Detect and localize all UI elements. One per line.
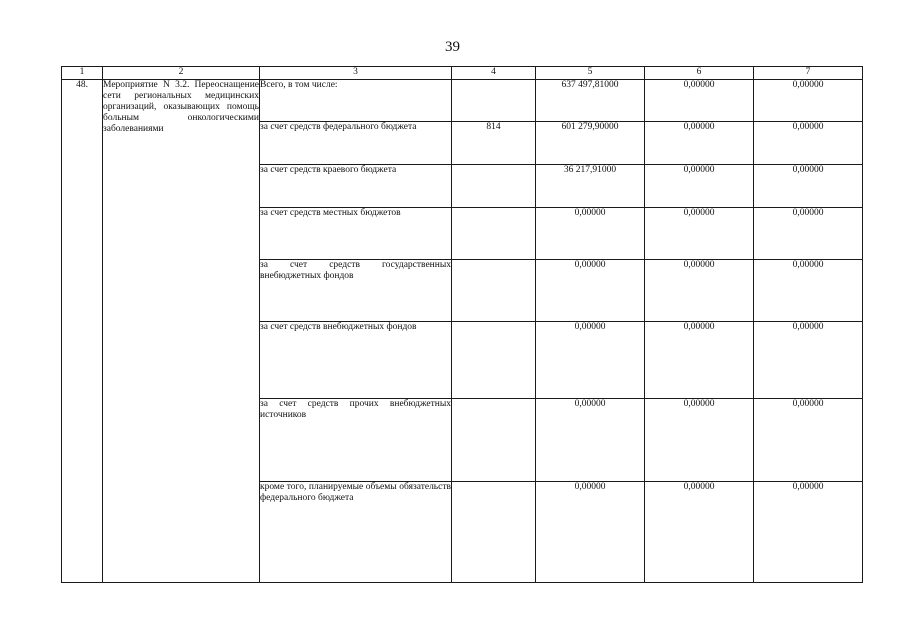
value-col7: 0,00000 bbox=[754, 122, 863, 165]
code-cell bbox=[452, 482, 536, 583]
source-label-local bbox=[260, 208, 452, 260]
code-cell: 814 bbox=[452, 122, 536, 165]
value-col6: 0,00000 bbox=[645, 165, 754, 208]
source-label: Всего, в том числе: bbox=[260, 80, 338, 90]
value-col6: 0,00000 bbox=[645, 208, 754, 260]
page-number: 39 bbox=[445, 39, 460, 55]
code-cell bbox=[452, 399, 536, 482]
source-label-other bbox=[260, 399, 452, 482]
value-col7: 0,00000 bbox=[754, 399, 863, 482]
value-col5: 0,00000 bbox=[536, 208, 645, 260]
source-label: за счет средств краевого бюджета bbox=[260, 165, 397, 175]
value-col6: 0,00000 bbox=[645, 399, 754, 482]
column-header-1: 1 bbox=[62, 67, 103, 80]
code-cell bbox=[452, 322, 536, 399]
value-col7: 0,00000 bbox=[754, 165, 863, 208]
value-col5: 601 279,90000 bbox=[536, 122, 645, 165]
value-col5: 0,00000 bbox=[536, 399, 645, 482]
column-header-7: 7 bbox=[754, 67, 863, 80]
table-row bbox=[62, 80, 863, 122]
source-label: кроме того, планируемые объемы обязательств федерального бюджета bbox=[260, 482, 451, 503]
code-cell bbox=[452, 260, 536, 322]
column-number-row bbox=[62, 67, 863, 80]
value-col5: 0,00000 bbox=[536, 322, 645, 399]
source-label: за счет средств прочих внебюджетных источников bbox=[260, 399, 451, 420]
value-col5: 0,00000 bbox=[536, 482, 645, 583]
source-label: за счет средств внебюджетных фондов bbox=[260, 322, 417, 332]
source-label-extrabudget bbox=[260, 322, 452, 399]
source-label-federal bbox=[260, 122, 452, 165]
value-col7: 0,00000 bbox=[754, 80, 863, 122]
code-cell bbox=[452, 80, 536, 122]
row-number: 48. bbox=[62, 80, 103, 583]
source-label-planned-federal bbox=[260, 482, 452, 583]
source-label-total bbox=[260, 80, 452, 122]
event-cell bbox=[103, 80, 260, 583]
value-col6: 0,00000 bbox=[645, 122, 754, 165]
value-col7: 0,00000 bbox=[754, 208, 863, 260]
source-label-regional bbox=[260, 165, 452, 208]
value-col6: 0,00000 bbox=[645, 80, 754, 122]
column-header-3: 3 bbox=[260, 67, 452, 80]
value-col6: 0,00000 bbox=[645, 260, 754, 322]
value-col5: 0,00000 bbox=[536, 260, 645, 322]
value-col7: 0,00000 bbox=[754, 482, 863, 583]
value-col7: 0,00000 bbox=[754, 260, 863, 322]
column-header-6: 6 bbox=[645, 67, 754, 80]
value-col6: 0,00000 bbox=[645, 482, 754, 583]
column-header-2: 2 bbox=[103, 67, 260, 80]
source-label: за счет средств местных бюджетов bbox=[260, 208, 401, 218]
value-col7: 0,00000 bbox=[754, 322, 863, 399]
source-label-state-funds bbox=[260, 260, 452, 322]
budget-table bbox=[61, 66, 863, 583]
code-cell bbox=[452, 165, 536, 208]
source-label: за счет средств государственных внебюджетных фондов bbox=[260, 260, 451, 281]
column-header-5: 5 bbox=[536, 67, 645, 80]
code-cell bbox=[452, 208, 536, 260]
source-label: за счет средств федерального бюджета bbox=[260, 122, 417, 132]
value-col5: 637 497,81000 bbox=[536, 80, 645, 122]
value-col5: 36 217,91000 bbox=[536, 165, 645, 208]
value-col6: 0,00000 bbox=[645, 322, 754, 399]
event-description: Мероприятие N 3.2. Переоснащение сети региональных медицинских организаций, оказывающих помощь больным онкологическими заболеваниями bbox=[103, 80, 259, 134]
column-header-4: 4 bbox=[452, 67, 536, 80]
